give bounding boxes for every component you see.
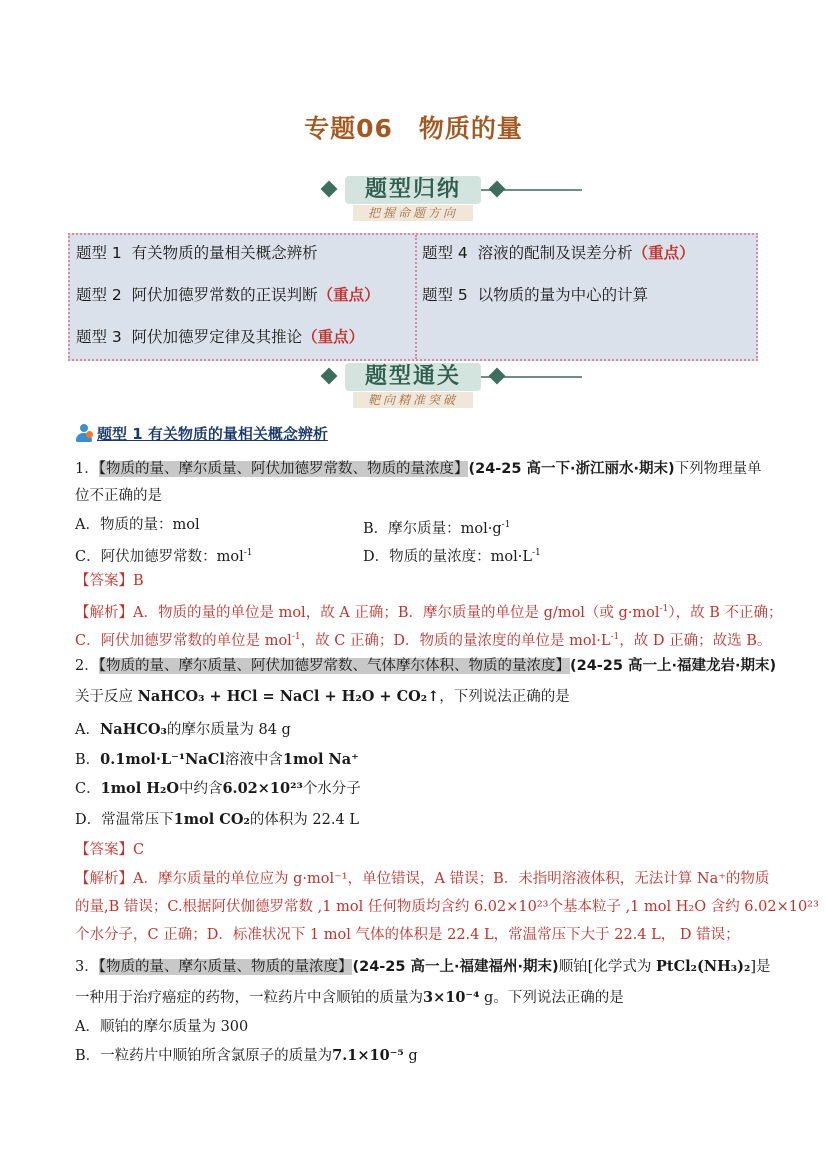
topic-item-5: 题型 5 以物质的量为中心的计算 [422,286,649,304]
q1-option-d: D．物质的量浓度：$mol\cdot L^{-1}$ [363,548,541,565]
q2-reaction: NaHCO₃ + HCl = NaCl + H₂O + CO₂↑ [137,688,440,705]
person-icon [75,424,93,442]
q2-option-b: B．0.1mol·L⁻¹NaCl溶液中含1mol Na⁺ [75,751,359,768]
q1-option-a: A．物质的量：mol [75,517,200,533]
q1-explanation-1: 【解析】A．物质的量的单位是 mol，故 A 正确；B．摩尔质量的单位是 g/mol（或 g·mol$^{-1}$），故 B 不正确； [75,604,783,621]
q3-option-b: B．一粒药片中顺铂所含氯原子的质量为7.1×10⁻⁵ g [75,1047,418,1064]
q2-explanation-1: 【解析】A．摩尔质量的单位应为 g·mol⁻¹，单位错误，A 错误；B．未指明溶液体积，无法计算 Na⁺的物质 [75,871,770,887]
banner-title: 题型通关 [364,364,461,389]
q2-option-c: C．1mol H₂O中约含6.02×10²³个水分子 [75,780,361,797]
banner-title: 题型归纳 [364,177,461,202]
q3-tag: 【物质的量、摩尔质量、物质的量浓度】 [98,959,353,975]
q2-explanation-3: 个水分子，C 正确；D．标准状况下 1 mol 气体的体积是 22.4 L，常温常压下大于 22.4 L， D 错误； [75,927,740,943]
q1-explanation-2: C．阿伏加德罗常数的单位是 mol$^{-1}$，故 C 正确；D．物质的量浓度的单位是 $mol\cdot L^{-1}$，故 D 正确；故选 B。 [75,632,772,649]
q2-explanation-2: 的量,B 错误；C.根据阿伏伽德罗常数 ,1 mol 任何物质均含约 6.02×10²³个基本粒子 ,1 mol H₂O 含约 6.02×10²³ [75,899,819,915]
q3-option-a: A．顺铂的摩尔质量为 300 [75,1019,249,1035]
q2-option-a: A．NaHCO₃的摩尔质量为 84 g [75,721,291,738]
q1-answer: 【答案】B [75,573,144,589]
topic-item-4: 题型 4 溶液的配制及误差分析（重点） [422,244,695,262]
section-banner-summary [319,174,507,222]
topic-summary-box [68,233,758,361]
q3-stem-line1: 3．【物质的量、摩尔质量、物质的量浓度】(24-25 高一上·福建福州·期末)顺铂[化学式为 PtCl₂(NH₃)₂]是 [75,958,771,975]
q2-stem-line1: 2．【物质的量、摩尔质量、阿伏加德罗常数、气体摩尔体积、物质的量浓度】(24-25 高一上·福建龙岩·期末) [75,658,777,674]
q1-option-b: B．摩尔质量：$mol\cdot g^{-1}$ [363,520,511,537]
q2-option-d: D．常温常压下1mol CO₂的体积为 22.4 L [75,811,359,828]
topic-item-1: 题型 1 有关物质的量相关概念辨析 [76,244,318,262]
section-banner-practice [319,361,507,409]
q3-stem-line2: 一种用于治疗癌症的药物，一粒药片中含顺铂的质量为3×10⁻⁴ g。下列说法正确的是 [75,989,624,1006]
q2-stem-line2: 关于反应 NaHCO₃ + HCl = NaCl + H₂O + CO₂↑，下列说法正确的是 [75,688,570,705]
q1-stem-line2: 位不正确的是 [75,488,162,504]
q1-option-c: C．阿伏加德罗常数：mol$^{-1}$ [75,548,253,565]
q2-tag: 【物质的量、摩尔质量、阿伏加德罗常数、气体摩尔体积、物质的量浓度】 [98,658,570,674]
q2-answer: 【答案】C [75,842,145,858]
page-title: 专题06 物质的量 [304,114,523,143]
topic-item-2: 题型 2 阿伏加德罗常数的正误判断（重点） [76,286,380,304]
banner-subtitle: 把握命题方向 [353,205,473,221]
topic-item-3: 题型 3 阿伏加德罗定律及其推论（重点） [76,328,365,346]
banner-subtitle: 靶向精准突破 [353,392,473,408]
q1-tag: 【物质的量、摩尔质量、阿伏加德罗常数、物质的量浓度】 [98,461,469,477]
q1-stem-line1: 1．【物质的量、摩尔质量、阿伏加德罗常数、物质的量浓度】(24-25 高一下·浙江丽水·期末)下列物理量单 [75,461,762,477]
section-heading: 题型 1 有关物质的量相关概念辨析 [75,423,328,444]
